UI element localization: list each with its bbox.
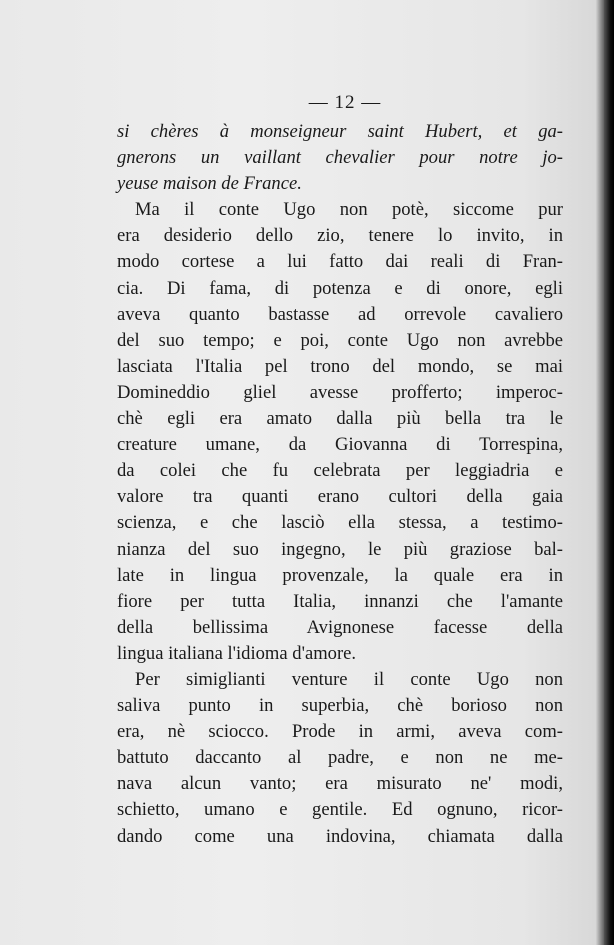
italic-quote (117, 119, 563, 197)
text-line: modo cortese a lui fatto dai reali di Fran- (117, 251, 563, 273)
text-line: nianza del suo ingegno, le più graziose bal- (117, 538, 563, 560)
text-line: lingua italiana l'idioma d'amore. (117, 642, 357, 664)
text-line: nava alcun vanto; era misurato ne' modi, (117, 773, 563, 795)
text-line: aveva quanto bastasse ad orrevole cavaliero (117, 303, 563, 325)
text-line: della bellissima Avignonese facesse della (117, 616, 563, 638)
text-line: cia. Di fama, di potenza e di onore, egli (117, 277, 563, 299)
text-line: late in lingua provenzale, la quale era in (117, 564, 563, 586)
text-line: da colei che fu celebrata per leggiadria e (117, 460, 563, 482)
text-line: schietto, umano e gentile. Ed ognuno, ricor- (117, 799, 563, 821)
paragraph-1 (117, 197, 563, 667)
text-line: Per simiglianti venture il conte Ugo non (135, 668, 563, 690)
page-binding-edge (604, 0, 614, 945)
text-line: dando come una indovina, chiamata dalla (117, 825, 563, 847)
text-line: scienza, e che lasciò ella stessa, a testimo- (117, 512, 563, 534)
text-line: Ma il conte Ugo non potè, siccome pur (135, 199, 563, 221)
text-line: valore tra quanti erano cultori della gaia (117, 486, 563, 508)
text-line: era, nè sciocco. Prode in armi, aveva com- (117, 721, 563, 743)
text-line: si chères à monseigneur saint Hubert, et ga- (117, 121, 563, 142)
text-line: fiore per tutta Italia, innanzi che l'amante (117, 590, 563, 612)
text-line: del suo tempo; e poi, conte Ugo non avrebbe (117, 329, 563, 351)
text-line: gnerons un vaillant chevalier pour notre jo- (117, 147, 563, 169)
page-text (117, 86, 563, 850)
text-line: era desiderio dello zio, tenere lo invito, in (117, 225, 563, 247)
page-number: — 12 — (308, 92, 382, 113)
text-line: creature umane, da Giovanna di Torrespina, (117, 434, 563, 456)
text-line: lasciata l'Italia pel trono del mondo, se mai (117, 355, 563, 377)
text-line: yeuse maison de France. (117, 173, 302, 195)
text-line: battuto daccanto al padre, e non ne me- (117, 747, 563, 769)
text-line: chè egli era amato dalla più bella tra le (117, 408, 563, 430)
text-line: Domineddio gliel avesse profferto; imperoc- (117, 381, 563, 403)
paragraph-2 (117, 667, 563, 850)
text-line: saliva punto in superbia, chè borioso non (117, 695, 563, 717)
